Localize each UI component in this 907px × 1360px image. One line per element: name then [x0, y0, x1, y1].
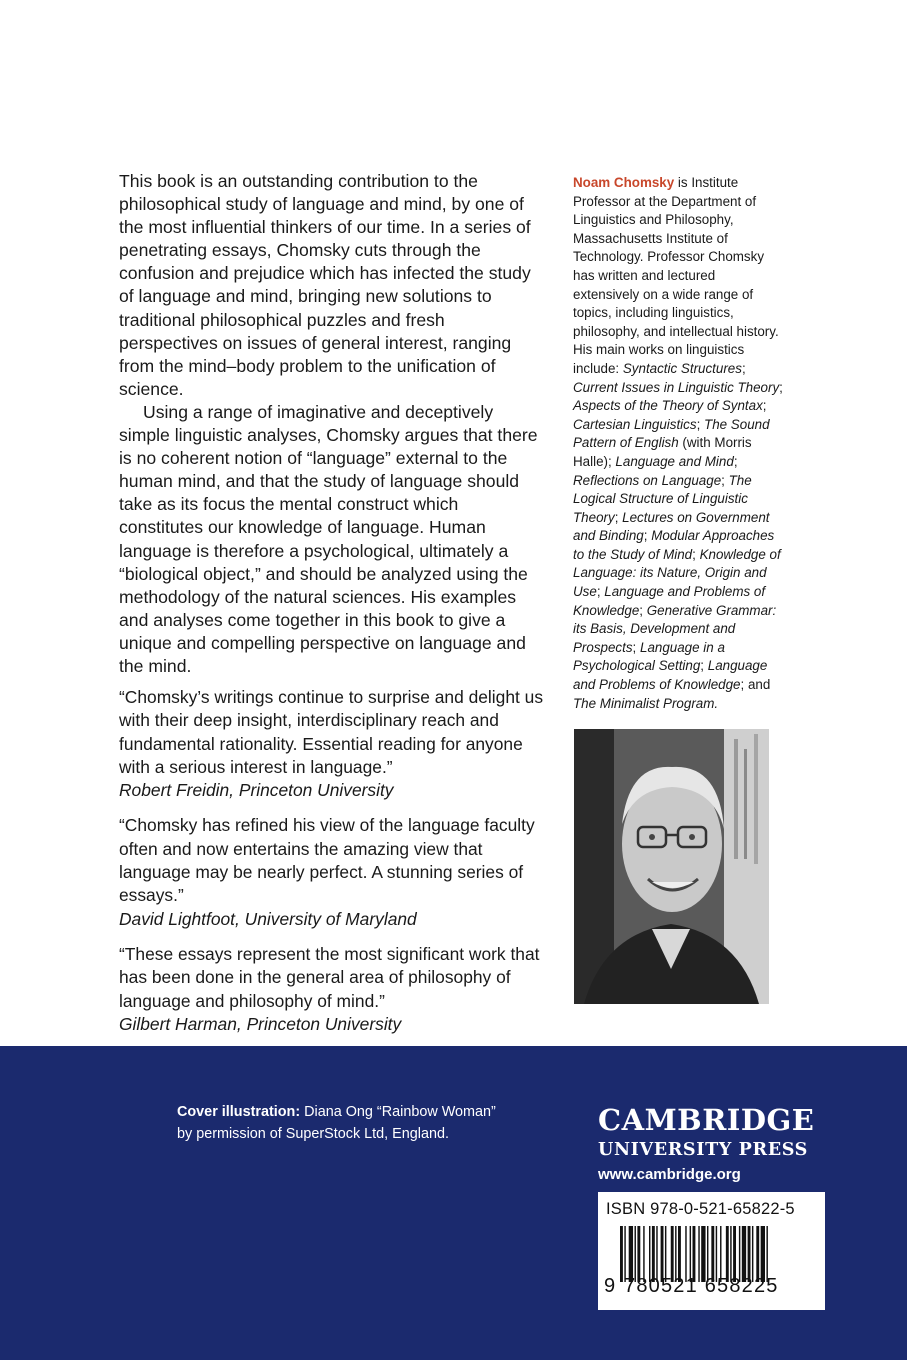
- work-separator: ;: [596, 584, 605, 600]
- publisher-subname: UNIVERSITY PRESS: [598, 1139, 808, 1160]
- blurb-paragraph-2: Using a range of imaginative and deceptively simple linguistic analyses, Chomsky argues that there is no coherent notion of “language” external to the human mind, and that the study of language should take as its focus the mental construct which constitutes our knowledge of language. Human language is therefore a psychological, ultimately a “biological object,” and should be analyzed using the methodology of the natural sciences. His examples and analyses come together in this book to give a unique and compelling perspective on language and the mind.: [119, 401, 538, 676]
- barcode-bar: [649, 1226, 650, 1282]
- barcode-bar: [671, 1226, 674, 1282]
- barcode-bar: [698, 1226, 699, 1282]
- work-separator: ;: [614, 509, 623, 525]
- work-separator: ;: [696, 416, 705, 432]
- barcode-bar: [675, 1226, 676, 1282]
- barcode-bar: [665, 1226, 666, 1282]
- barcode-bar: [707, 1226, 708, 1282]
- barcode-icon: [620, 1226, 818, 1282]
- barcode-bar: [720, 1226, 721, 1282]
- author-bio: [573, 174, 785, 713]
- work-separator: ; and: [740, 677, 771, 693]
- barcode-bar: [711, 1226, 714, 1282]
- work-title: Current Issues in Linguistic Theory: [573, 379, 780, 395]
- work-title: Knowledge of Language: its Nature, Origin and Use: [573, 546, 781, 600]
- barcode-bar: [661, 1226, 664, 1282]
- quote-source: Gilbert Harman, Princeton University: [119, 1013, 402, 1034]
- barcode-bar: [701, 1226, 705, 1282]
- credit-text: Diana Ong “Rainbow Woman” by permission of SuperStock Ltd, England.: [177, 1104, 496, 1142]
- barcode-bar: [752, 1226, 753, 1282]
- work-separator: ;: [762, 398, 767, 414]
- publisher-url[interactable]: www.cambridge.org: [598, 1166, 741, 1183]
- barcode-bar: [733, 1226, 736, 1282]
- barcode-bar: [756, 1226, 759, 1282]
- work-title: Language and Mind: [615, 453, 734, 469]
- barcode-bar: [637, 1226, 640, 1282]
- work-title: Lectures on Government and Binding: [573, 509, 770, 544]
- work-separator: ;: [632, 639, 640, 655]
- isbn-barcode-box: [598, 1192, 825, 1310]
- barcode-bar: [766, 1226, 767, 1282]
- barcode-bar: [652, 1226, 655, 1282]
- credit-label: Cover illustration:: [177, 1104, 301, 1120]
- quote-text: “These essays represent the most significant work that has been done in the general area of philosophy of language and philosophy of mind.”: [119, 943, 540, 1011]
- blurb: [119, 170, 547, 678]
- work-separator: ;: [779, 379, 783, 395]
- work-title: Language in a Psychological Setting: [573, 639, 725, 674]
- author-portrait-image: [574, 729, 769, 1004]
- bio-intro: is Institute Professor at the Department of Linguistics and Philosophy, Massachusetts Institute of Technology. Professor Chomsky has written and lectured extensively on a wide range of topics, including linguistics, philosophy, and intellectual history. His main works on linguistics include:: [573, 175, 779, 376]
- barcode-bar: [761, 1226, 765, 1282]
- review-quote: [119, 814, 549, 930]
- barcode-bar: [629, 1226, 633, 1282]
- quote-source: David Lightfoot, University of Maryland: [119, 908, 417, 929]
- barcode-bar: [620, 1226, 623, 1282]
- cover-credit: [177, 1101, 507, 1145]
- barcode-bar: [739, 1226, 740, 1282]
- isbn-label: ISBN 978-0-521-65822-5: [606, 1200, 795, 1218]
- work-separator: ;: [639, 602, 647, 618]
- review-quotes: [119, 686, 549, 1048]
- work-title: Modular Approaches to the Study of Mind: [573, 528, 775, 562]
- barcode-bar: [742, 1226, 746, 1282]
- work-title: The Logical Structure of Linguistic Theory: [573, 472, 752, 525]
- quote-text: “Chomsky’s writings continue to surprise and delight us with their deep insight, interdisciplinary reach and fundamental rationality. Essential reading for anyone with a serious interest in language.”: [119, 687, 544, 777]
- work-title: Aspects of the Theory of Syntax: [573, 398, 763, 414]
- work-title: Generative Grammar: its Basis, Development and Prospects: [573, 602, 777, 655]
- work-separator: ;: [721, 472, 729, 488]
- work-separator: (with Morris Halle);: [573, 435, 752, 469]
- work-separator: ;: [692, 546, 700, 562]
- barcode-bar: [656, 1226, 657, 1282]
- work-title: The Minimalist Program.: [573, 695, 719, 711]
- review-quote: [119, 943, 549, 1036]
- work-title: The Sound Pattern of English: [573, 416, 770, 451]
- works-list: [573, 361, 783, 711]
- author-name: Noam Chomsky: [573, 175, 675, 190]
- work-title: Language and Problems of Knowledge: [573, 584, 766, 618]
- work-separator: ;: [741, 360, 746, 376]
- work-separator: ;: [733, 453, 738, 469]
- barcode-bar: [690, 1226, 691, 1282]
- publisher-name: CAMBRIDGE: [598, 1103, 815, 1137]
- work-title: Cartesian Linguistics: [573, 416, 697, 432]
- blurb-paragraph-1: This book is an outstanding contribution to the philosophical study of language and mind, by one of the most influential thinkers of our time. In a series of penetrating essays, Chomsky cuts through the confusion and prejudice which has infected the study of language and mind, bringing new solutions to traditional philosophical puzzles and fresh perspectives on issues of general interest, ranging from the mind–body problem to the unification of science.: [119, 171, 531, 399]
- barcode-bar: [716, 1226, 717, 1282]
- work-title: Syntactic Structures: [622, 360, 742, 376]
- isbn-first-digit: 9: [604, 1275, 616, 1297]
- barcode-bar: [726, 1226, 729, 1282]
- work-title: Language and Problems of Knowledge: [573, 658, 768, 693]
- barcode-bar: [748, 1226, 751, 1282]
- barcode-bar: [693, 1226, 696, 1282]
- work-title: Reflections on Language: [573, 472, 722, 488]
- author-photo: [574, 729, 769, 1004]
- review-quote: [119, 686, 549, 802]
- barcode-bar: [678, 1226, 681, 1282]
- barcode-bar: [685, 1226, 686, 1282]
- work-separator: ;: [700, 658, 708, 674]
- barcode-bar: [624, 1226, 625, 1282]
- quote-text: “Chomsky has refined his view of the language faculty often and now entertains the amazing view that language may be nearly perfect. A stunning series of essays.”: [119, 815, 535, 906]
- quote-source: Robert Freidin, Princeton University: [119, 780, 394, 801]
- isbn-digits: 780521 658225: [624, 1275, 779, 1297]
- barcode-bar: [643, 1226, 644, 1282]
- work-separator: ;: [643, 528, 652, 544]
- barcode-bar: [730, 1226, 731, 1282]
- barcode-bar: [635, 1226, 636, 1282]
